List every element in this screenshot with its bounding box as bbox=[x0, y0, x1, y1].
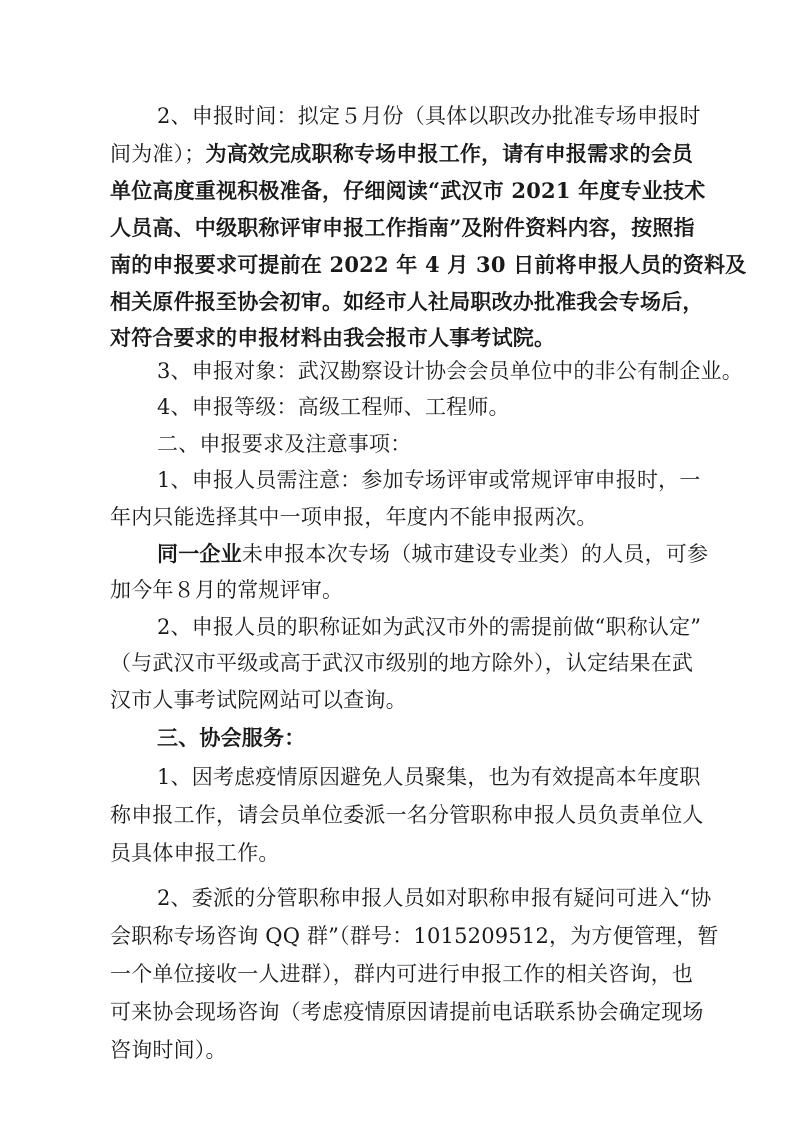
para-same-company-line-1 bbox=[157, 540, 708, 570]
para-req1-line-1: 1、申报人员需注意：参加专场评审或常规评审申报时，一 bbox=[157, 468, 701, 492]
heading-requirements: 二、申报要求及注意事项： bbox=[157, 432, 412, 456]
para-time-line-2-normal: 间为准）； bbox=[110, 142, 206, 166]
para-svc2-line-2: 会职称专场咨询 QQ 群”（群号：1015209512，为方便管理，暂 bbox=[110, 924, 719, 948]
para-svc1-line-1: 1、因考虑疫情原因避免人员聚集，也为有效提高本年度职 bbox=[157, 765, 701, 789]
para-time-line-2-bold: 为高效完成职称专场申报工作，请有申报需求的会员 bbox=[205, 141, 694, 166]
para-same-company-line-2: 加今年８月的常规评审。 bbox=[110, 578, 344, 602]
para-svc2-line-4: 可来协会现场咨询（考虑疫情原因请提前电话联系协会确定现场 bbox=[110, 1000, 704, 1024]
para-svc1-line-2: 称申报工作，请会员单位委派一名分管职称申报人员负责单位人 bbox=[110, 803, 704, 827]
para-req2-line-3: 汉市人事考试院网站可以查询。 bbox=[110, 688, 407, 712]
para-same-company-bold: 同一企业 bbox=[157, 541, 242, 566]
para-req1-line-2: 年内只能选择其中一项申报，年度内不能申报两次。 bbox=[110, 505, 598, 529]
para-time-line-1: 2、申报时间：拟定５月份（具体以职改办批准专场申报时 bbox=[157, 104, 701, 128]
para-svc2-line-3: 一个单位接收一人进群），群内可进行申报工作的相关咨询，也 bbox=[110, 962, 694, 986]
para-same-company-normal: 未申报本次专场（城市建设专业类）的人员，可参 bbox=[241, 542, 709, 566]
para-svc1-line-3: 员具体申报工作。 bbox=[110, 841, 280, 865]
para-svc2-line-5: 咨询时间）。 bbox=[110, 1038, 227, 1062]
para-time-line-5: 南的申报要求可提前在 2022 年 4 月 30 日前将申报人员的资料及 bbox=[110, 252, 747, 277]
para-req2-line-2: （与武汉市平级或高于武汉市级别的地方除外），认定结果在武 bbox=[110, 651, 694, 675]
para-time-line-7: 对符合要求的申报材料由我会报市人事考试院。 bbox=[110, 325, 556, 350]
para-req2-line-1: 2、申报人员的职称证如为武汉市外的需提前做“职称认定” bbox=[157, 615, 702, 639]
para-time-line-2 bbox=[110, 140, 693, 170]
para-level: 4、申报等级：高级工程师、工程师。 bbox=[157, 395, 510, 419]
para-time-line-3: 单位高度重视积极准备，仔细阅读“武汉市 2021 年度专业技术 bbox=[110, 178, 706, 203]
para-time-line-4: 人员高、中级职称评审申报工作指南”及附件资料内容，按照指 bbox=[110, 215, 695, 240]
para-target: 3、申报对象：武汉勘察设计协会会员单位中的非公有制企业。 bbox=[157, 359, 743, 383]
heading-services: 三、协会服务： bbox=[157, 725, 306, 750]
para-svc2-line-1: 2、委派的分管职称申报人员如对职称申报有疑问可进入“协 bbox=[157, 886, 712, 910]
para-time-line-6: 相关原件报至协会初审。如经市人社局职改办批准我会专场后， bbox=[110, 289, 704, 314]
